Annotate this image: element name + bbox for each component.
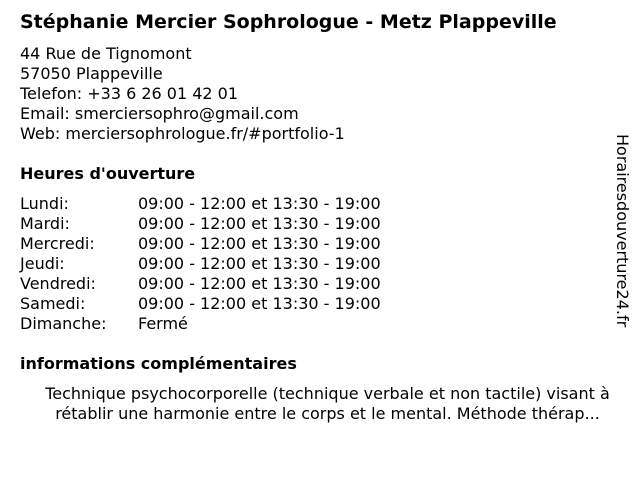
time-value: 09:00 - 12:00 et 13:30 - 19:00 (138, 234, 381, 253)
day-label: Mardi: (20, 214, 70, 233)
hours-row-dimanche (20, 314, 381, 334)
hours-row-vendredi (20, 274, 381, 294)
page-title: Stéphanie Mercier Sophrologue - Metz Plappeville (20, 11, 557, 33)
time-value: Fermé (138, 314, 188, 333)
web-text: Web: merciersophrologue.fr/#portfolio-1 (20, 124, 345, 143)
day-label: Samedi: (20, 294, 86, 313)
hours-row-mercredi (20, 234, 381, 254)
time-value: 09:00 - 12:00 et 13:30 - 19:00 (138, 194, 381, 213)
address-city: 57050 Plappeville (20, 64, 163, 83)
time-value: 09:00 - 12:00 et 13:30 - 19:00 (138, 274, 381, 293)
day-label: Vendredi: (20, 274, 96, 293)
hours-row-jeudi (20, 254, 381, 274)
time-value: 09:00 - 12:00 et 13:30 - 19:00 (138, 254, 381, 273)
info-heading: informations complémentaires (20, 354, 297, 373)
day-label: Dimanche: (20, 314, 107, 333)
hours-heading: Heures d'ouverture (20, 164, 196, 183)
time-value: 09:00 - 12:00 et 13:30 - 19:00 (138, 214, 381, 233)
hours-row-samedi (20, 294, 381, 314)
day-label: Lundi: (20, 194, 69, 213)
time-value: 09:00 - 12:00 et 13:30 - 19:00 (138, 294, 381, 313)
hours-table (20, 194, 381, 334)
address-street: 44 Rue de Tignomont (20, 44, 192, 63)
phone-text: Telefon: +33 6 26 01 42 01 (20, 84, 239, 103)
hours-row-mardi (20, 214, 381, 234)
day-label: Mercredi: (20, 234, 95, 253)
info-description: Technique psychocorporelle (technique verbale et non tactile) visant à rétablir une harmonie entre le corps et le mental. Méthode thérap... (45, 384, 610, 423)
day-label: Jeudi: (20, 254, 65, 273)
email-text: Email: smerciersophro@gmail.com (20, 104, 299, 123)
hours-row-lundi (20, 194, 381, 214)
brand-watermark: Horairesdouverture24.fr (613, 134, 632, 328)
contact-block (20, 44, 345, 144)
